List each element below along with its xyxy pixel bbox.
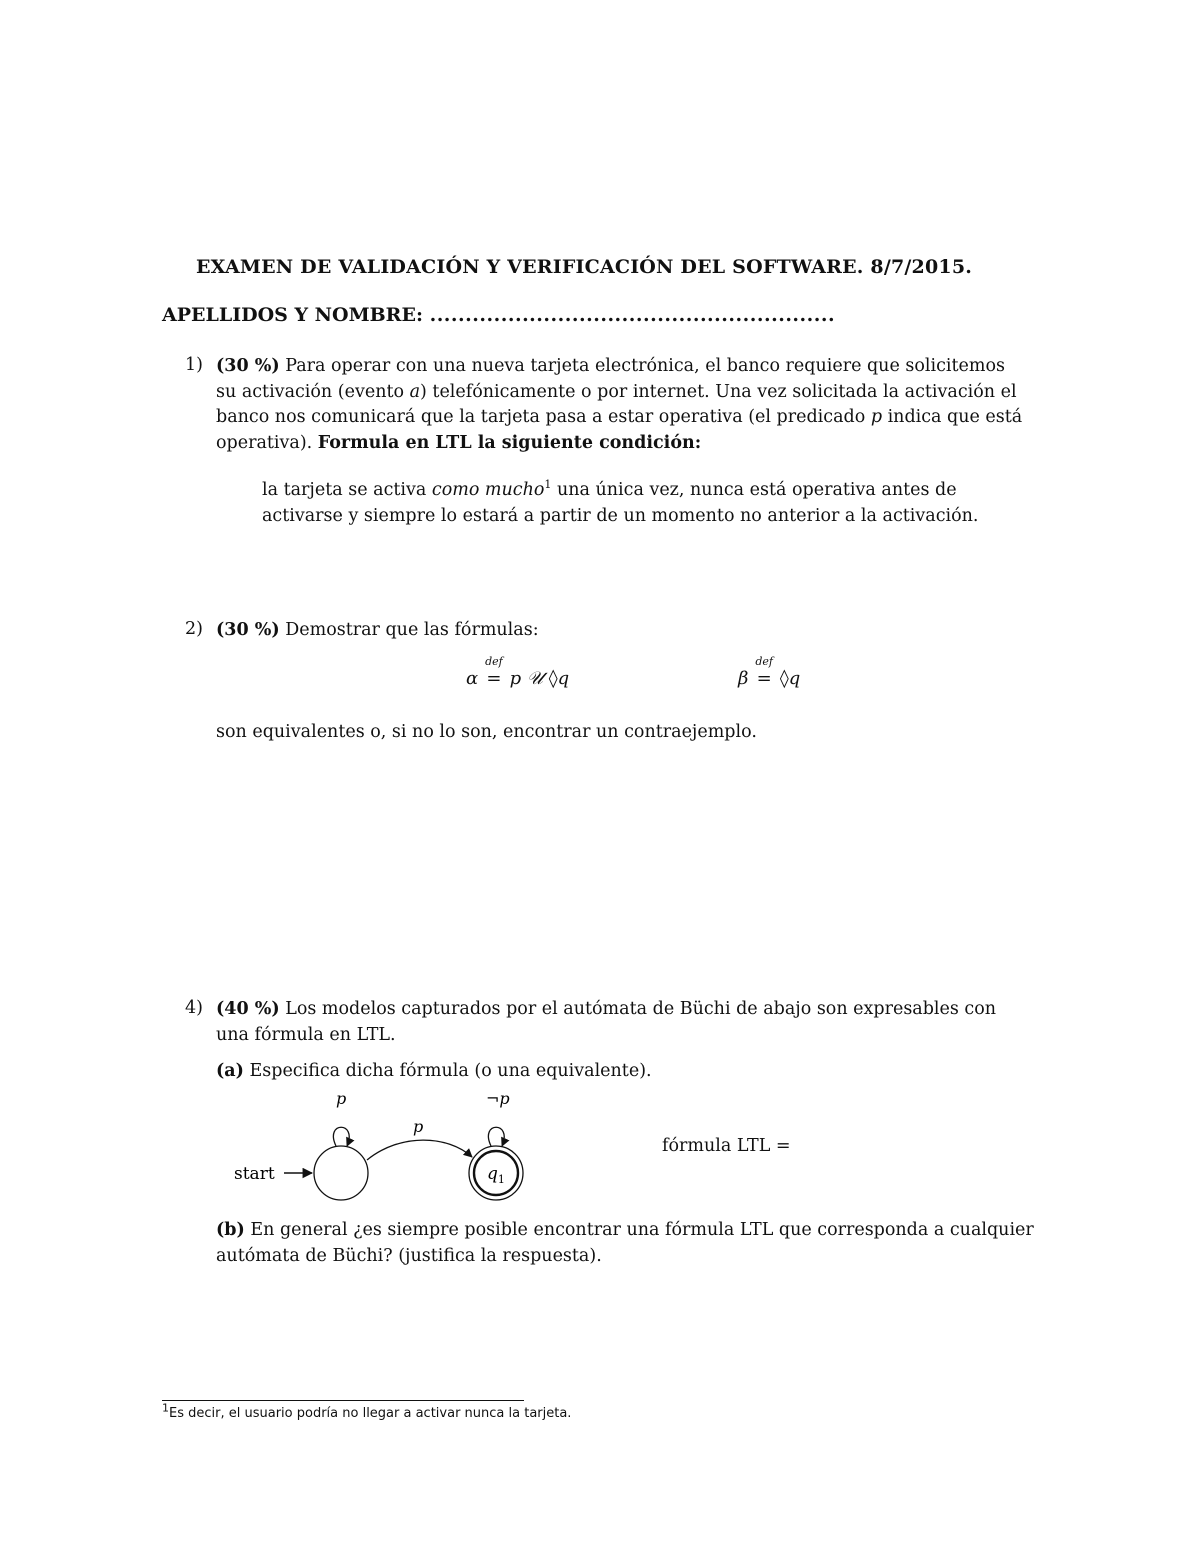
eq-sign-1: = [486, 668, 502, 689]
q1-body [216, 354, 1022, 456]
q2-number: 2) [185, 619, 203, 639]
footnote-mark: 1 [162, 1401, 169, 1415]
loop-q1 [488, 1127, 504, 1146]
beta-symbol: β [738, 668, 749, 689]
name-label: APELLIDOS Y NOMBRE: [162, 304, 423, 326]
formula-ltl-label: fórmula LTL = [662, 1136, 791, 1156]
footnote-ref: 1 [544, 478, 552, 492]
q1-line2a: su activación (evento [216, 381, 410, 402]
q4-body [216, 997, 996, 1048]
edge-label: p [413, 1117, 424, 1136]
q4b-label: (b) [216, 1220, 245, 1240]
alpha-rhs: p 𝒰 ◊q [509, 668, 570, 689]
q1-weight: (30 %) [216, 356, 280, 376]
q1-number: 1) [185, 355, 203, 375]
state-q1-letter: q [487, 1164, 498, 1184]
q4-weight: (40 %) [216, 999, 280, 1019]
q1-quote1a: la tarjeta se activa [262, 480, 432, 500]
q1-quote1b: una única vez, nunca está operativa antes de [551, 480, 957, 500]
state-q1-label [487, 1164, 505, 1186]
q1-line1: Para operar con una nueva tarjeta electrónica, el banco requiere que solicitemos [285, 356, 1005, 376]
q2-after: son equivalentes o, si no lo son, encontrar un contraejemplo. [216, 722, 757, 742]
q1-line4a: operativa). [216, 432, 318, 453]
def-eq-2 [754, 655, 774, 689]
q1-quote-em: como mucho [431, 480, 545, 500]
eq-sign-2: = [756, 668, 772, 689]
q1-line3b: indica que está [882, 407, 1023, 427]
def-label-2: def [755, 655, 773, 668]
q1-quote2: activarse y siempre lo estará a partir de un momento no anterior a la activación. [262, 505, 979, 526]
q1-var-p: p [870, 407, 883, 427]
q4a-text: Especifica dicha fórmula (o una equivalente). [249, 1061, 652, 1081]
def-label-1: def [485, 655, 503, 668]
q2-intro [216, 618, 539, 644]
alpha-formula [466, 655, 570, 689]
edge-q0-q1 [367, 1140, 472, 1160]
q2-text: Demostrar que las fórmulas: [285, 620, 539, 640]
q4-line2: una fórmula en LTL. [216, 1024, 396, 1045]
beta-rhs: ◊q [779, 668, 801, 689]
loop-q0-label: p [336, 1089, 347, 1108]
footnote [162, 1401, 572, 1421]
footnote-rule [162, 1400, 524, 1401]
beta-formula [738, 655, 801, 689]
q1-condition [262, 478, 978, 529]
q1-var-a: a [409, 381, 421, 402]
q1-line2b: ) telefónicamente o por internet. Una vez solicitada la activación el [420, 381, 1017, 402]
q4a [216, 1059, 652, 1085]
def-eq-1 [484, 655, 504, 689]
q2-weight: (30 %) [216, 620, 280, 640]
name-dots: ......................................................... [429, 304, 836, 326]
alpha-symbol: α [466, 668, 479, 689]
q4-line1: Los modelos capturados por el autómata de Büchi de abajo son expresables con [285, 999, 997, 1019]
name-field-row [162, 304, 835, 326]
q4b-line1: En general ¿es siempre posible encontrar una fórmula LTL que corresponda a cualquier [250, 1220, 1034, 1240]
loop-q1-label: ¬p [486, 1089, 510, 1108]
q4b-line2: autómata de Büchi? (justifica la respuesta). [216, 1245, 602, 1266]
loop-q0 [333, 1127, 349, 1146]
state-q0 [314, 1146, 368, 1200]
start-label: start [234, 1164, 275, 1184]
q1-instruction: Formula en LTL la siguiente condición: [317, 432, 702, 453]
footnote-text: Es decir, el usuario podría no llegar a activar nunca la tarjeta. [169, 1406, 572, 1421]
q4a-label: (a) [216, 1061, 244, 1081]
q4-number: 4) [185, 998, 203, 1018]
buchi-automaton [220, 1085, 540, 1215]
q1-line3a: banco nos comunicará que la tarjeta pasa a estar operativa (el predicado [216, 407, 871, 427]
state-q1-subscript: 1 [497, 1173, 505, 1186]
q4b [216, 1218, 1034, 1269]
exam-title: EXAMEN DE VALIDACIÓN Y VERIFICACIÓN DEL SOFTWARE. 8/7/2015. [196, 256, 973, 278]
